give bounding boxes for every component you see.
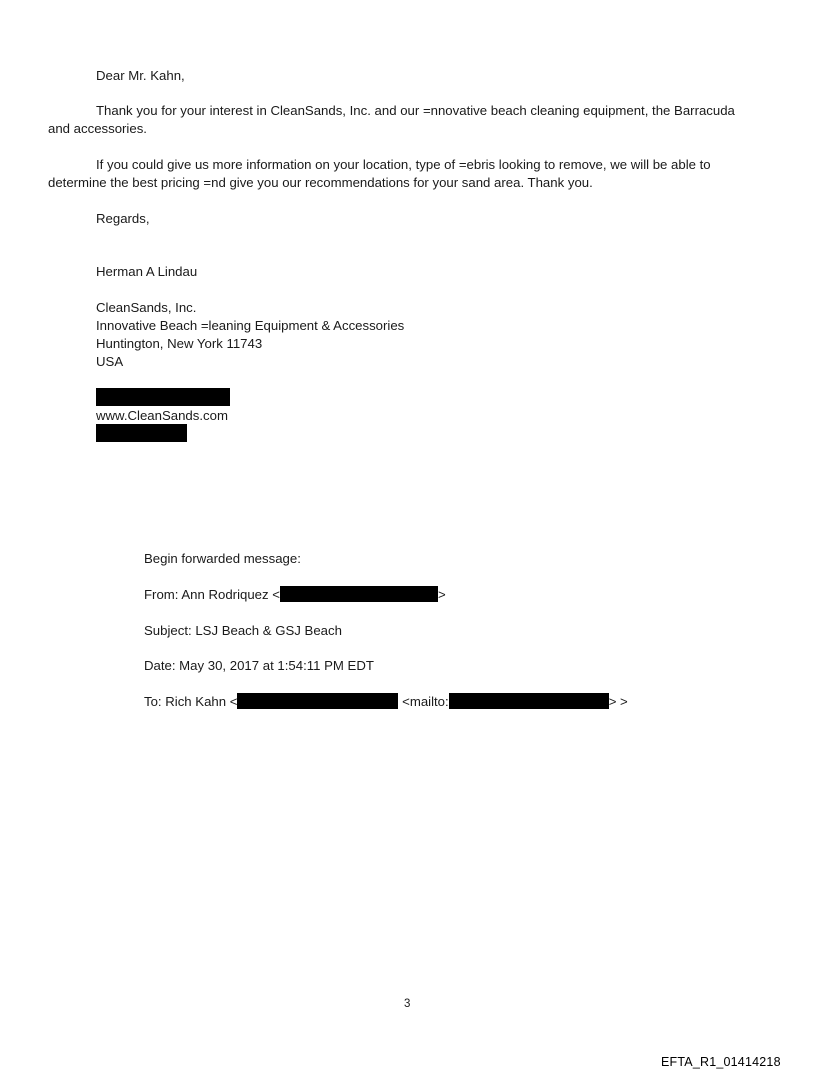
signer-name: Herman A Lindau (96, 264, 198, 279)
to-close: > > (608, 694, 628, 709)
paragraph-1-line-2: and accessories. (48, 121, 147, 136)
paragraph-1-line-1: Thank you for your interest in CleanSands, Inc. and our =nnovative beach cleaning equipment, the Barracuda (96, 103, 735, 118)
redaction-from-address (280, 586, 438, 602)
signature-website: www.CleanSands.com (96, 408, 228, 423)
redaction-to-address (237, 693, 398, 709)
from-label: From: Ann Rodriquez < (144, 587, 280, 602)
from-close: > (437, 587, 446, 602)
paragraph-2-line-2: determine the best pricing =nd give you our recommendations for your sand area. Thank you. (48, 175, 593, 190)
salutation: Dear Mr. Kahn, (96, 68, 185, 83)
to-label: To: Rich Kahn < (144, 694, 238, 709)
forwarded-to (144, 693, 628, 711)
redaction-to-mailto (449, 693, 609, 709)
redaction-email (96, 424, 187, 442)
redaction-phone (96, 388, 230, 406)
document-id: EFTA_R1_01414218 (661, 1055, 781, 1069)
signature-city: Huntington, New York 11743 (96, 336, 263, 351)
paragraph-2-line-1: If you could give us more information on your location, type of =ebris looking to remove, we will be able to (96, 157, 711, 172)
forwarded-from (144, 586, 446, 604)
forwarded-date: Date: May 30, 2017 at 1:54:11 PM EDT (144, 658, 374, 673)
closing: Regards, (96, 211, 150, 226)
forwarded-subject: Subject: LSJ Beach & GSJ Beach (144, 623, 342, 638)
signature-company: CleanSands, Inc. (96, 300, 197, 315)
signature-country: USA (96, 354, 124, 369)
to-mailto: <mailto: (402, 694, 449, 709)
page-number: 3 (404, 998, 411, 1010)
signature-tagline: Innovative Beach =leaning Equipment & Accessories (96, 318, 405, 333)
forwarded-intro: Begin forwarded message: (144, 551, 301, 566)
